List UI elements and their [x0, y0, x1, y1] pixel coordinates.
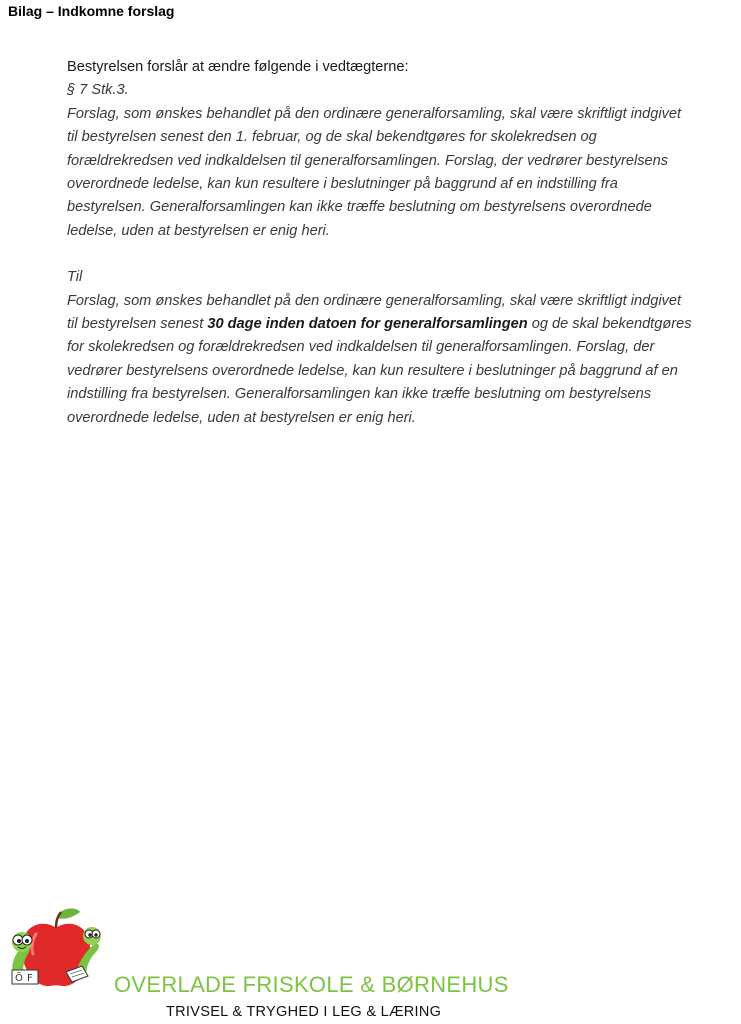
proposed-clause [67, 266, 737, 430]
original-clause [67, 79, 737, 243]
clause-line: bestyrelsen. Generalforsamlingen kan ikke træffe beslutning om bestyrelsens overordnede [67, 199, 652, 216]
school-name: OVERLADE FRISKOLE & BØRNEHUS [114, 972, 509, 997]
clause-line: for skolekredsen og forældrekredsen ved indkaldelsen til generalforsamlingen. Forslag, der [67, 339, 655, 356]
logo-letter: Ö [15, 973, 23, 984]
clause-line: indstilling fra bestyrelsen. Generalforsamlingen kan ikke træffe beslutning om bestyrelsens [67, 386, 652, 403]
intro-text: Bestyrelsen forslår at ændre følgende i vedtægterne: [67, 59, 409, 75]
til-label: Til [67, 269, 83, 286]
clause-line: overordnede ledelse, kan kun resultere i beslutninger på baggrund af en indstilling fra [67, 176, 618, 193]
clause-line: Forslag, som ønskes behandlet på den ordinære generalforsamling, skal være skriftligt indgivet [67, 105, 682, 122]
clause-line: forældrekredsen ved indkaldelsen til generalforsamlingen. Forslag, der vedrører bestyrelsens [67, 152, 669, 169]
clause-line: til bestyrelsen senest den 1. februar, og de skal bekendtgøres for skolekredsen og [67, 129, 597, 146]
logo-letter: F [27, 973, 33, 984]
clause-line: ledelse, uden at bestyrelsen er enig heri. [67, 222, 330, 239]
school-slogan: TRIVSEL & TRYGHED I LEG & LÆRING [166, 1004, 442, 1020]
changed-deadline: 30 dage inden datoen for generalforsamlingen [207, 316, 528, 333]
document-body [67, 56, 737, 430]
clause-text: og de skal bekendtgøres [527, 316, 692, 333]
clause-line-with-change [67, 313, 737, 336]
clause-line: Forslag, som ønskes behandlet på den ordinære generalforsamling, skal være skriftligt indgivet [67, 292, 682, 309]
school-logo-icon [6, 906, 104, 992]
clause-text: til bestyrelsen senest [67, 316, 208, 333]
clause-line: overordnede ledelse, uden at bestyrelsen er enig heri. [67, 409, 416, 426]
page-heading: Bilag – Indkomne forslag [8, 3, 175, 19]
section-reference: § 7 Stk.3. [67, 82, 129, 99]
paragraph-spacer [67, 243, 737, 266]
clause-line: vedrører bestyrelsens overordnede ledelse, kan kun resultere i beslutninger på baggrund af en [67, 362, 678, 379]
